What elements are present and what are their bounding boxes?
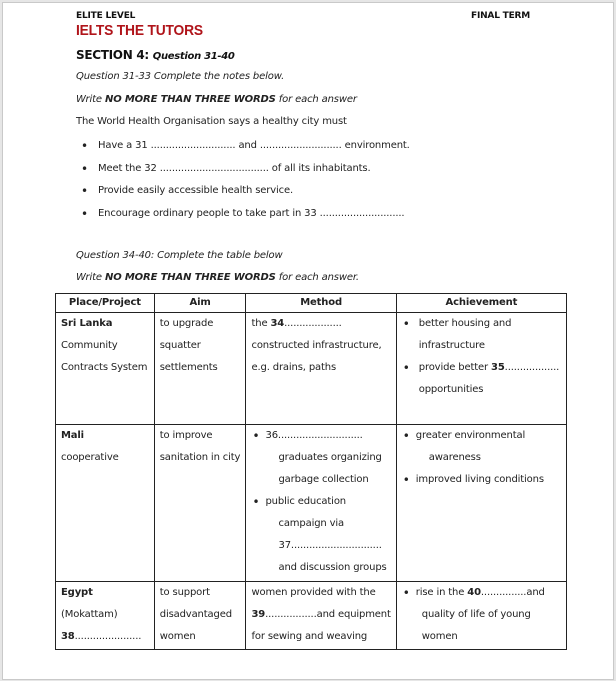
header-method: Method [246,294,396,313]
answer-blank[interactable]: ................... [284,318,342,329]
table-row [56,425,567,582]
achievement-line: women [421,631,458,642]
question-number: 34 [270,318,285,329]
level-label: ELITE LEVEL [76,11,136,21]
cell-achievement [396,582,566,650]
method-bullet: • public education [251,491,390,513]
cell-aim [154,425,246,582]
place-detail: cooperative [61,452,119,463]
aim-line: sanitation in city [159,452,241,463]
place-detail: Community [61,340,118,351]
note-item: • Meet the 32 .................................... of all its inhabitants. [76,161,410,184]
table-row [56,313,567,425]
aim-line: disadvantaged [159,609,232,620]
cell-place [56,582,155,650]
question-number: 39 [251,609,266,620]
aim-line: settlements [159,362,218,373]
place-name: Mali [61,430,84,441]
achievement-text: provide better [418,362,492,373]
answer-blank[interactable]: .................. [504,362,560,373]
method-line: e.g. drains, paths [251,362,337,373]
limit-prefix: Write [76,272,105,283]
question-number: 40 [467,587,481,598]
limit-suffix: for each answer. [275,272,359,283]
question-number: 35 [491,362,505,373]
term-label: FINAL TERM [471,11,531,21]
cell-achievement [396,313,566,425]
header-aim: Aim [154,294,246,313]
cell-achievement [396,425,566,582]
place-detail: Contracts System [61,362,148,373]
header-achievement: Achievement [396,294,566,313]
method-line: for sewing and weaving [251,631,368,642]
answer-blank[interactable]: .................and equipment [265,609,391,620]
table-row [56,582,567,650]
method-line: garbage collection [278,474,369,485]
aim-line: squatter [159,340,201,351]
section-label: SECTION 4: [76,48,149,62]
place-name: Egypt [61,587,93,598]
brand-title: IELTS THE TUTORS [76,22,203,39]
place-question [61,626,149,648]
achievement-text: rise in the [415,587,468,598]
method-line [251,313,390,335]
answer-blank[interactable]: ...................... [74,631,142,642]
note-item: • Encourage ordinary people to take part in 33 ............................ [76,206,410,229]
achievement-line: infrastructure [418,340,485,351]
note-item: • Have a 31 ............................ and ........................... environment. [76,138,410,161]
cell-method [246,582,396,650]
method-line [251,604,390,626]
achievement-line: opportunities [418,384,484,395]
limit-bold: NO MORE THAN THREE WORDS [104,272,276,283]
table-header-row [56,294,567,313]
aim-line: to improve [159,430,213,441]
aim-line: women [159,631,196,642]
answer-blank[interactable]: 37.............................. [278,540,382,551]
achievement-bullet: • greater environmental [402,425,561,447]
achievement-bullet [402,582,561,604]
achievement-bullet: • better housing and [402,313,561,335]
place-detail: (Mokattam) [61,609,118,620]
aim-line: to support [159,587,210,598]
achievement-bullet: • improved living conditions [402,469,561,491]
aim-line: to upgrade [159,318,214,329]
cell-aim [154,582,246,650]
section-questions: Question 31-40 [152,51,235,62]
notes-list [76,138,410,228]
limit-prefix: Write [76,94,105,105]
part2-instruction: Question 34-40: Complete the table below [76,250,283,261]
part1-intro: The World Health Organisation says a healthy city must [76,116,347,127]
cell-method [246,313,396,425]
cell-place [56,425,155,582]
cell-place [56,313,155,425]
section-heading [76,48,235,62]
achievement-bullet [402,357,561,379]
method-text: the [251,318,271,329]
answer-blank[interactable]: ...............and [480,587,545,598]
question-number: 38 [61,631,75,642]
projects-table [55,293,567,650]
limit-suffix: for each answer [275,94,357,105]
cell-method [246,425,396,582]
method-bullet[interactable]: • 36............................ [251,425,390,447]
cell-aim [154,313,246,425]
method-line: and discussion groups [278,562,387,573]
place-name: Sri Lanka [61,318,113,329]
method-line: women provided with the [251,587,376,598]
achievement-line: awareness [428,452,481,463]
method-line: constructed infrastructure, [251,340,382,351]
part1-instruction: Question 31-33 Complete the notes below. [76,71,285,82]
method-line: graduates organizing [278,452,382,463]
note-item: • Provide easily accessible health service. [76,183,410,206]
header-place: Place/Project [56,294,155,313]
achievement-line: quality of life of young [421,609,531,620]
part1-word-limit [76,94,357,105]
method-line: campaign via [278,518,344,529]
part2-word-limit [76,272,359,283]
limit-bold: NO MORE THAN THREE WORDS [104,94,276,105]
document-page [2,2,614,680]
